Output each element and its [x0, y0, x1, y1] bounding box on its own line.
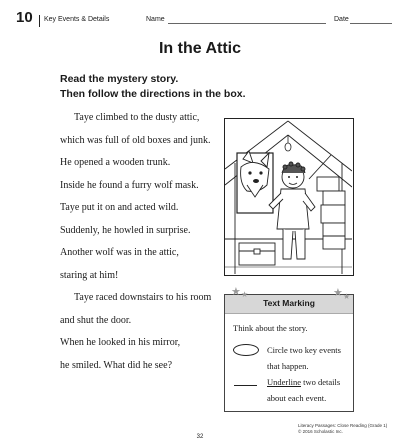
- star-icon: ★: [343, 292, 351, 301]
- underline-word: Underline: [267, 377, 301, 387]
- page-header: [16, 9, 388, 28]
- circle-instruction: [267, 342, 341, 374]
- story-line: He opened a wooden trunk.: [60, 157, 171, 168]
- credit-line-2: © 2016 Scholastic Inc.: [298, 429, 343, 434]
- credit-line-1: Literacy Passages: Close Reading (Grade 1): [298, 423, 388, 428]
- story-line: Taye raced downstairs to his room: [74, 292, 212, 303]
- date-label: Date: [334, 16, 349, 23]
- directions-line-1: Read the mystery story.: [60, 73, 179, 85]
- story-line: Inside he found a furry wolf mask.: [60, 179, 199, 191]
- directions-line-2: Then follow the directions in the box.: [60, 88, 246, 100]
- story-line: which was full of old boxes and junk.: [60, 134, 211, 146]
- name-label: Name: [146, 16, 165, 23]
- story-line: When he looked in his mirror,: [60, 337, 181, 348]
- circle-instruction-line-2: that happen.: [267, 361, 309, 371]
- star-icon: ★: [333, 287, 343, 299]
- text-marking-title: Text Marking: [263, 298, 315, 308]
- name-field-line[interactable]: [168, 23, 326, 24]
- directions: [60, 72, 246, 102]
- star-icon: ★: [231, 286, 241, 298]
- story-line: Taye climbed to the dusty attic,: [74, 112, 200, 123]
- story-text: [60, 111, 220, 381]
- date-field-line[interactable]: [350, 23, 392, 24]
- lesson-number: 10: [16, 9, 33, 26]
- story-line: Suddenly, he howled in surprise.: [60, 224, 191, 236]
- story-line: Another wolf was in the attic,: [60, 247, 179, 258]
- page-title: In the Attic: [158, 40, 242, 57]
- circle-symbol-icon: [233, 344, 259, 356]
- page-number: 32: [196, 434, 204, 440]
- story-line: he smiled. What did he see?: [60, 359, 173, 371]
- underline-instruction-line-2: about each event.: [267, 393, 327, 403]
- underline-rest: two details: [301, 377, 341, 387]
- text-marking-box: [224, 286, 354, 412]
- attic-illustration: [224, 118, 354, 276]
- header-divider: [39, 15, 40, 27]
- attic-scene-drawing: [225, 119, 352, 274]
- think-instruction: Think about the story.: [233, 323, 308, 333]
- story-line: staring at him!: [60, 269, 119, 281]
- star-icon: ★: [241, 290, 249, 299]
- underline-symbol-icon: [234, 385, 257, 386]
- circle-instruction-line-1: Circle two key events: [267, 345, 341, 355]
- underline-instruction: [267, 374, 340, 406]
- story-line: and shut the door.: [60, 314, 132, 326]
- underline-instruction-line-1: [267, 374, 340, 390]
- story-line: Taye put it on and acted wild.: [60, 202, 179, 213]
- skill-label: Key Events & Details: [44, 16, 110, 23]
